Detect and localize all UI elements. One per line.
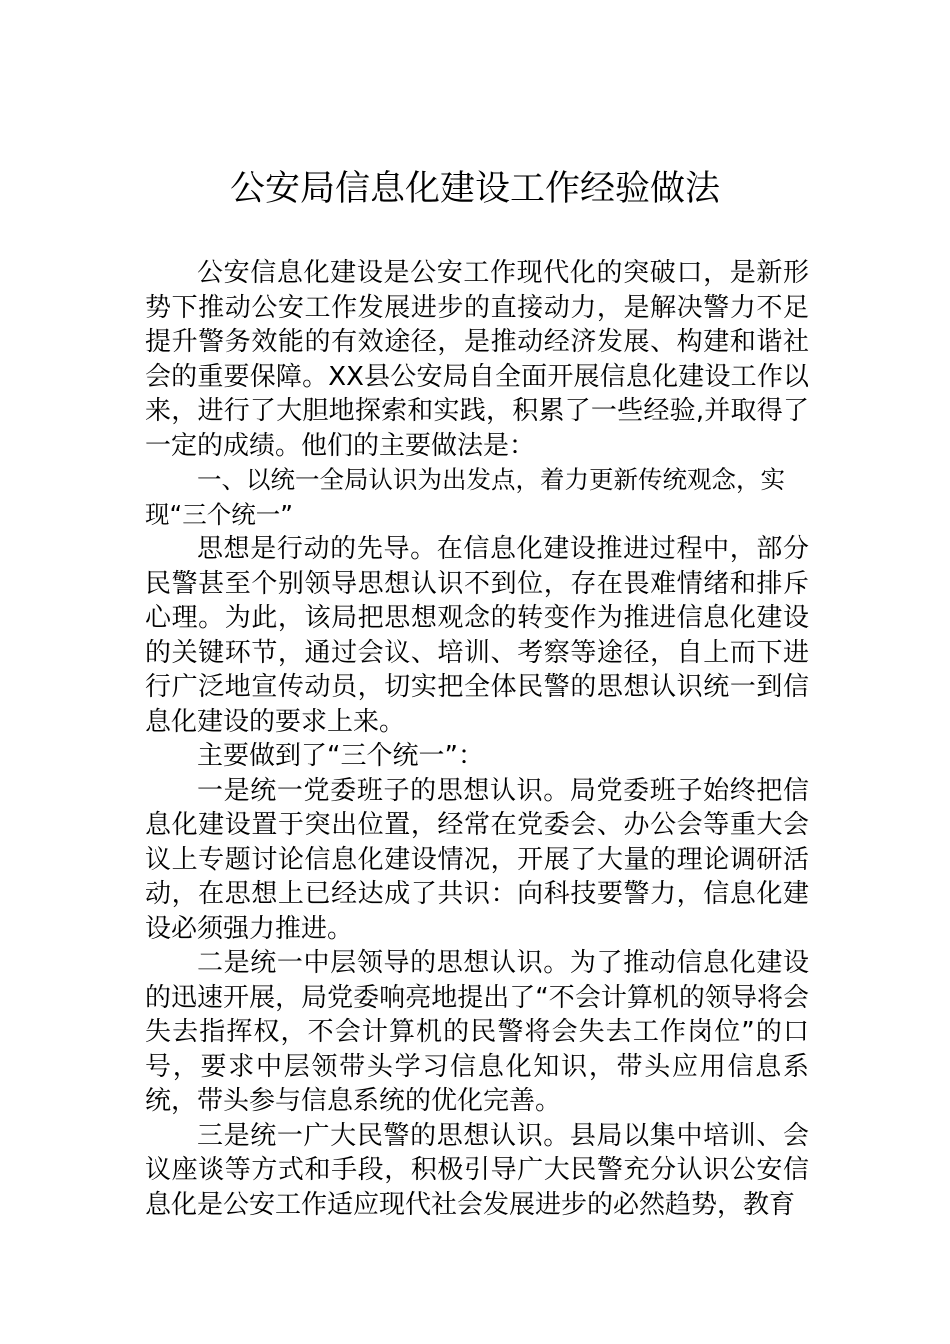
document-title: 公安局信息化建设工作经验做法 <box>229 169 720 209</box>
document-body <box>145 256 809 1222</box>
body-paragraph: 三是统一广大民警的思想认识。县局以集中培训、会议座谈等方式和手段，积极引导广大民警充分认识公安信息化是公安工作适应现代社会发展进步的必然趋势，教育 <box>145 1120 809 1220</box>
body-paragraph: 思想是行动的先导。在信息化建设推进过程中，部分民警甚至个别领导思想认识不到位，存在畏难情绪和排斥心理。为此，该局把思想观念的转变作为推进信息化建设的关键环节，通过会议、培训、考察等途径，自上而下进行广泛地宣传动员，切实把全体民警的思想认识统一到信息化建设的要求上来。 <box>145 534 809 737</box>
body-paragraph: 二是统一中层领导的思想认识。为了推动信息化建设的迅速开展，局党委响亮地提出了“不会计算机的领导将会失去指挥权，不会计算机的民警将会失去工作岗位”的口号，要求中层领带头学习信息化知识，带头应用信息系统，带头参与信息系统的优化完善。 <box>145 948 809 1116</box>
body-paragraph: 主要做到了“三个统一”： <box>197 741 484 771</box>
intro-paragraph: 公安信息化建设是公安工作现代化的突破口，是新形势下推动公安工作发展进步的直接动力，是解决警力不足提升警务效能的有效途径，是推动经济发展、构建和谐社会的重要保障。XX县公安局自全面开展信息化建设工作以来，进行了大胆地探索和实践，积累了一些经验,并取得了一定的成绩。他们的主要做法是： <box>145 258 809 461</box>
body-paragraph: 一是统一党委班子的思想认识。局党委班子始终把信息化建设置于突出位置，经常在党委会、办公会等重大会议上专题讨论信息化建设情况，开展了大量的理论调研活动，在思想上已经达成了共识：向科技要警力，信息化建设必须强力推进。 <box>145 775 809 944</box>
section-heading-1: 一、以统一全局认识为出发点，着力更新传统观念，实现“三个统一” <box>145 465 785 529</box>
